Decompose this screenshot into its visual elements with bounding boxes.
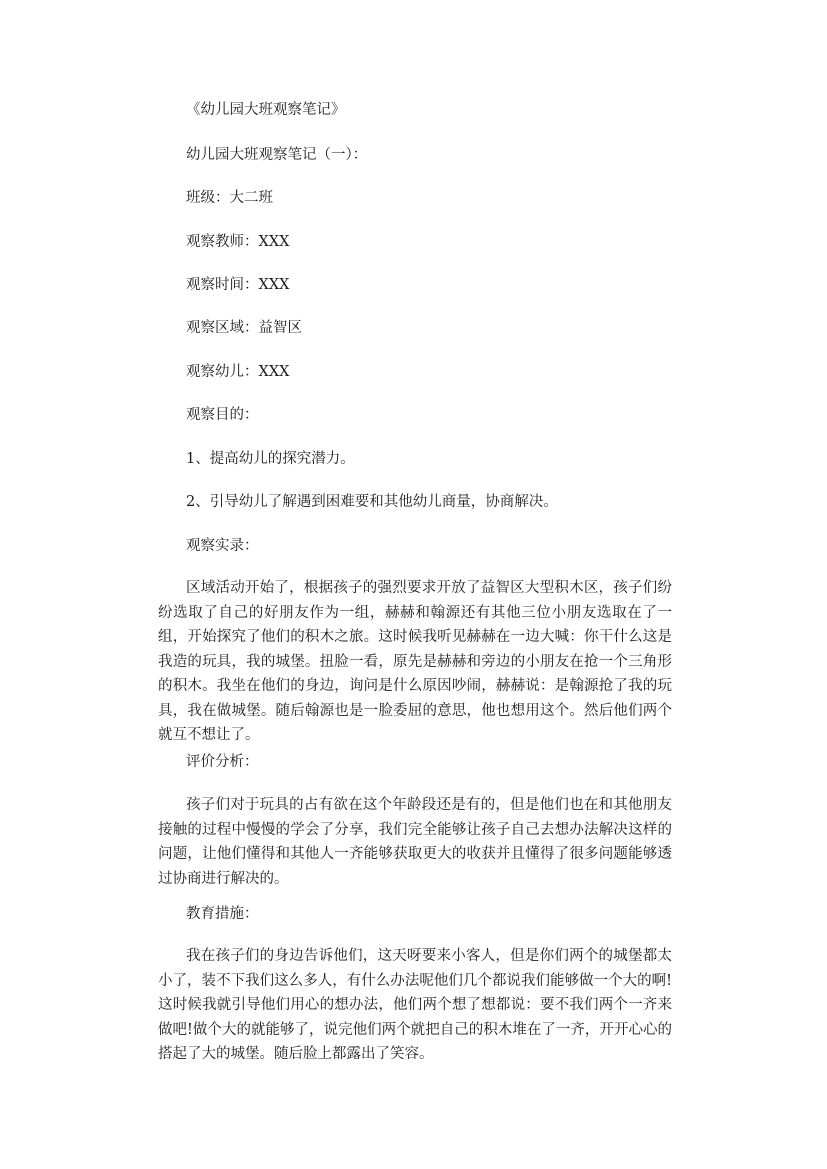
class-line: 班级：大二班 [186,190,273,206]
purpose-item: 2、引导幼儿了解遇到困难要和其他幼儿商量，协商解决。 [186,494,558,510]
measures-paragraph: 我在孩子们的身边告诉他们，这天呀要来小客人，但是你们两个的城堡都太小了，装不下我们这么多人，有什么办法呢他们几个都说我们能够做一个大的啊!这时候我就引导他们用心的想办法，他们两个想了想都说：要不我们两个一齐来做吧!做个大的就能够了，说完他们两个就把自己的积木堆在了一齐，开开心心的搭起了大的城堡。随后脸上都露出了笑容。 [158,948,672,1062]
area-line: 观察区域：益智区 [186,320,302,336]
document-subtitle: 幼儿园大班观察笔记（一）： [186,147,368,163]
child-line: 观察幼儿：XXX [186,364,290,380]
measures-heading: 教育措施： [186,906,259,922]
document-title: 《幼儿园大班观察笔记》 [186,102,346,118]
teacher-line: 观察教师：XXX [186,234,290,250]
time-line: 观察时间：XXX [186,277,290,293]
purpose-item: 1、提高幼儿的探究潜力。 [186,451,355,467]
record-heading: 观察实录： [186,538,259,554]
record-paragraph: 区域活动开始了，根据孩子的强烈要求开放了益智区大型积木区，孩子们纷纷选取了自己的好朋友作为一组，赫赫和翰源还有其他三位小朋友选取在了一组，开始探究了他们的积木之旅。这时候我听见赫赫在一边大喊：你干什么这是我造的玩具，我的城堡。扭脸一看，原先是赫赫和旁边的小朋友在抢一个三角形的积木。我坐在他们的身边，询问是什么原因吵闹，赫赫说：是翰源抢了我的玩具，我在做城堡。随后翰源也是一脸委屈的意思，他也想用这个。然后他们两个就互不想让了。 [158,580,672,743]
analysis-heading: 评价分析： [186,754,259,770]
analysis-paragraph: 孩子们对于玩具的占有欲在这个年龄段还是有的，但是他们也在和其他朋友接触的过程中慢慢的学会了分享，我们完全能够让孩子自己去想办法解决这样的问题，让他们懂得和其他人一齐能够获取更大的收获并且懂得了很多问题能够透过协商进行解决的。 [158,797,672,887]
purpose-heading: 观察目的： [186,407,259,423]
